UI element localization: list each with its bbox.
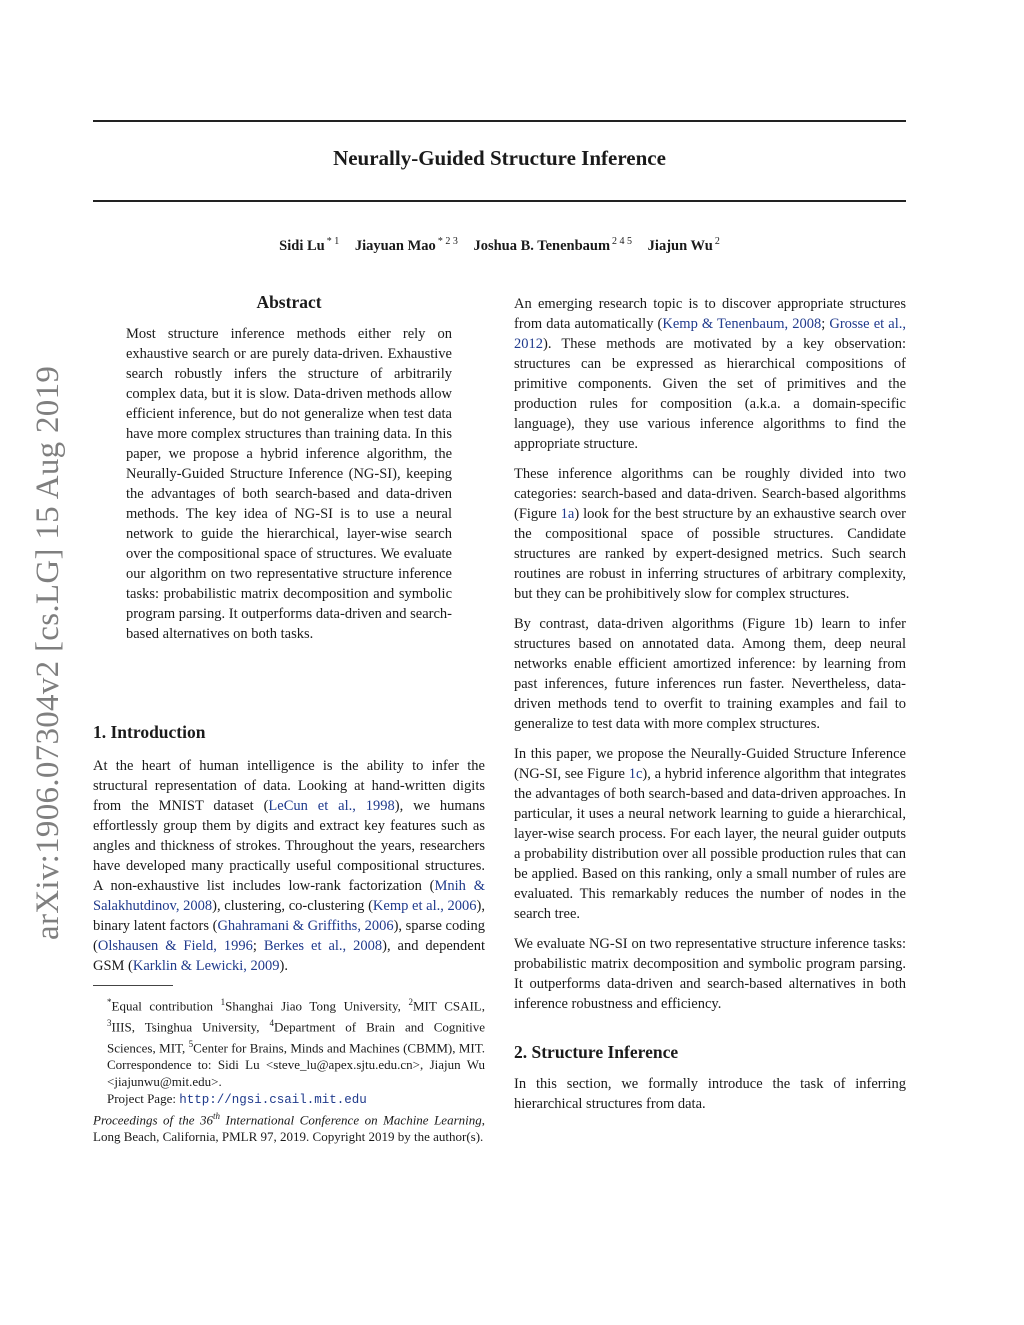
author-4 [648, 238, 720, 254]
author-2 [355, 238, 458, 254]
author-name: Sidi Lu [279, 237, 325, 254]
footnote-mark: 4 [269, 1018, 274, 1029]
intro-text: ), and dependent GSM ( [93, 938, 486, 974]
footnote-mark: 1 [220, 997, 226, 1007]
intro-text: ), clustering, co-clustering ( [212, 898, 373, 914]
project-page-label: Project Page: [107, 1090, 180, 1106]
paragraph-1 [514, 294, 906, 454]
paragraph-text: ). These methods are motivated by a key observation: structures can be expressed as hierarchical compositions of primitive components. Given the set of primitives and the production rules for composition (a.k.a. a domain-specific language), they use various inference algorithms to find the appropriate structure. [514, 336, 906, 452]
proceedings-sup: th [213, 1111, 221, 1122]
citation-link[interactable]: Ghahramani & Griffiths, 2006 [217, 918, 394, 934]
footnote-text: Equal contribution [111, 998, 221, 1014]
author-1 [279, 238, 339, 254]
author-name: Jiayuan Mao [354, 237, 436, 254]
structure-inference-heading: 2. Structure Inference [514, 1042, 679, 1062]
citation-link[interactable]: Kemp et al., 2006 [372, 898, 477, 914]
paragraph-6: In this section, we formally introduce the task of inferring hierarchical structures from data. [514, 1076, 906, 1112]
paragraph-text: These inference algorithms can be roughly divided into two categories: search-based and data-driven. Search-based algorithms (Figure [514, 466, 906, 522]
citation-link[interactable]: LeCun et al., 1998 [268, 798, 395, 814]
paragraph-text: ) look for the best structure by an exhaustive search over the compositional space of possible structures. Candidate structures are ranked by expert-designed metrics. Such search routines are robust in inferring structures of arbitrary complexity, but they can be prohibitively slow for complex structures. [514, 506, 906, 602]
right-column [514, 294, 906, 1114]
author-name: Jiajun Wu [647, 237, 713, 254]
introduction-paragraph [93, 756, 485, 976]
footnote-text: Center for Brains, Minds and Machines (CBMM), MIT. Correspondence to: Sidi Lu <steve_lu@apex.sjtu.edu.cn>, Jiajun Wu <jiajunwu@mit.edu>. [107, 1040, 485, 1089]
citation-link[interactable]: Kemp & Tenenbaum, 2008 [662, 316, 822, 332]
proceedings-note [93, 1108, 485, 1146]
abstract-heading: Abstract [256, 292, 322, 312]
paragraph-4 [514, 744, 906, 924]
author-3 [473, 238, 632, 254]
footnote-mark: 5 [188, 1039, 194, 1050]
affiliation-footnote [93, 994, 485, 1091]
author-list [93, 236, 906, 255]
paragraph-5: We evaluate NG-SI on two representative structure inference tasks: probabilistic matrix decomposition and symbolic program parsing. It outperforms data-driven and search-based alternatives in both inference robustness and efficiency. [514, 936, 906, 1012]
paragraph-2 [514, 464, 906, 604]
proceedings-text: , Long Beach, California, PMLR 97, 2019. Copyright 2019 by the author(s). [93, 1112, 485, 1145]
intro-text: ; [252, 938, 264, 954]
proceedings-text: International Conference on Machine Learning [220, 1112, 482, 1128]
footnote-text: Department of Brain and Cognitive Sciences, MIT, [107, 1019, 486, 1056]
paragraph-3: By contrast, data-driven algorithms (Figure 1b) learn to infer structures based on annotated data. Among them, deep neural networks enable efficient amortized inference: by learning from past inferences, future inferences run faster. Nevertheless, data-driven methods tend to overfit to training examples and fail to generalize to test data with more complex structures. [514, 616, 906, 732]
author-affiliation-mark: 2 4 5 [612, 236, 633, 247]
footnote-divider [93, 985, 173, 986]
intro-text: ), sparse coding ( [93, 918, 485, 954]
proceedings-text: Proceedings of the 36 [93, 1112, 214, 1128]
intro-text: ), we humans effortlessly group them by digits and extract key features such as angles and thickness of strokes. Throughout the years, researchers have developed many practically useful compositional structures. A non-exhaustive list includes low-rank factorization ( [93, 798, 486, 894]
abstract-text: Most structure inference methods either rely on exhaustive search or are purely data-driven. Exhaustive search robustly infers the structure of arbitrarily complex data, but it is slow. Data-driven methods allow efficient inference, but do not generalize when test data have more complex structures than training data. In this paper, we propose a hybrid inference algorithm, the Neurally-Guided Structure Inference (NG-SI), keeping the advantages of both search-based and data-driven methods. The key idea of NG-SI is to use a neural network to guide the hierarchical, layer-wise search over the compositional space of structures. We evaluate our algorithm on two representative structure inference tasks: probabilistic matrix decomposition and symbolic program parsing. It outperforms data-driven and search-based alternatives on both tasks. [126, 326, 452, 642]
figure-ref-link[interactable]: 1c [628, 766, 643, 782]
paragraph-text: In this paper, we propose the Neurally-Guided Structure Inference (NG-SI, see Figure [514, 746, 906, 782]
title-rule-top [93, 120, 906, 122]
author-affiliation-mark: * 2 3 [437, 236, 458, 247]
paper-title: Neurally-Guided Structure Inference [333, 146, 666, 170]
footnote-text: IIIS, Tsinghua University, [111, 1019, 270, 1035]
footnote-text: Shanghai Jiao Tong University, [225, 998, 409, 1014]
footnote-mark: * [107, 997, 112, 1007]
citation-link[interactable]: Mnih & Salakhutdinov, 2008 [93, 878, 485, 914]
citation-link[interactable]: Grosse et al., 2012 [514, 316, 906, 352]
introduction-heading: 1. Introduction [93, 722, 206, 742]
intro-text: ). [279, 958, 288, 974]
intro-text: ), binary latent factors ( [93, 898, 485, 934]
footnote-mark: 2 [408, 997, 413, 1007]
project-page-line [93, 1091, 485, 1109]
author-affiliation-mark: * 1 [326, 236, 340, 247]
figure-ref-link[interactable]: 1a [560, 506, 575, 522]
arxiv-watermark: arXiv:1906.07304v2 [cs.LG] 15 Aug 2019 [30, 365, 66, 940]
left-column [93, 292, 485, 1146]
citation-link[interactable]: Olshausen & Field, 1996 [97, 938, 253, 954]
citation-link[interactable]: Karklin & Lewicki, 2009 [132, 958, 280, 974]
author-name: Joshua B. Tenenbaum [473, 237, 611, 254]
paragraph-text: ; [821, 316, 830, 332]
citation-link[interactable]: Berkes et al., 2008 [263, 938, 383, 954]
paragraph-text: ), a hybrid inference algorithm that integrates the advantages of both search-based and data-driven approaches. In particular, it uses a neural network learning to guide a hierarchical, layer-wise search process. For each layer, the neural guider outputs a probability distribution over all possible production rules that can be applied. Based on this ranking, only a small number of rules are evaluated. This remarkably reduces the number of nodes in the search tree. [514, 766, 906, 922]
title-rule-bottom [93, 200, 906, 202]
paragraph-text: An emerging research topic is to discover appropriate structures from data automatically ( [514, 296, 906, 332]
footnote-text: MIT CSAIL, [412, 998, 486, 1014]
project-page-link[interactable]: http://ngsi.csail.mit.edu [179, 1092, 367, 1107]
author-affiliation-mark: 2 [714, 236, 720, 247]
intro-text: At the heart of human intelligence is the ability to infer the structural representation of data. Looking at hand-written digits from the MNIST dataset ( [93, 758, 485, 814]
footnote-mark: 3 [107, 1018, 112, 1029]
